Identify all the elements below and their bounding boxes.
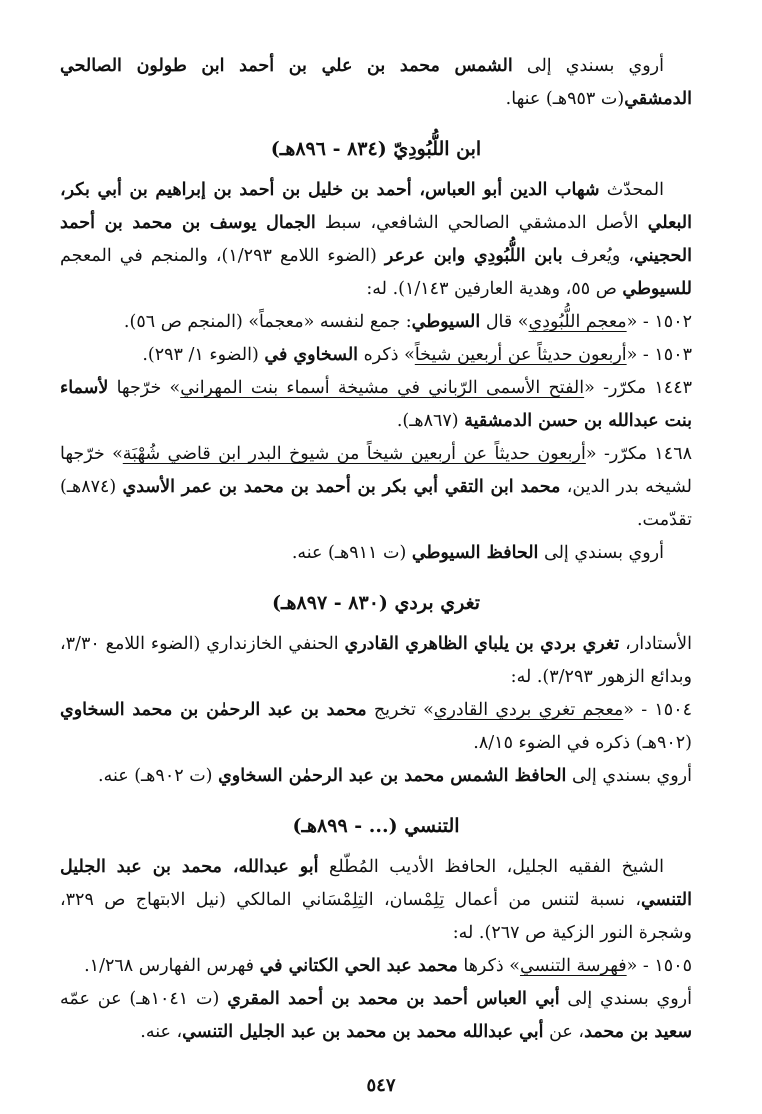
section-heading-al-tanasi: التنسي (... - ٨٩٩هـ) bbox=[292, 815, 460, 837]
chain-paragraph: أروي بسندي إلى الحافظ الشمس محمد بن عبد الرحمٰن السخاوي (ت ٩٠٢هـ) عنه. bbox=[98, 766, 692, 786]
section-heading-ibn-allubudi: ابن اللُّبُودِيّ (٨٣٤ - ٨٩٦هـ) bbox=[270, 138, 482, 160]
biography-paragraph: المحدّث شهاب الدين أبو العباس، أحمد بن خليل بن أحمد بن إبراهيم بن أبي بكر، البعلي الأصل الدمشقي الصالحي الشافعي، سبط الجمال يوسف بن محمد بن أحمد الحجيني، ويُعرف بابن اللُّبُودِي وابن عرعر (الضوء اللامع ١/٢٩٣)، والمنجم في المعجم للسيوطي ص ٥٥، وهدية العارفين ١/١٤٣). له: bbox=[60, 180, 692, 299]
entry-title: أربعون حديثاً عن أربعين شيخاً bbox=[414, 345, 627, 365]
entry-1468: ١٤٦٨ مكرّر- «أربعون حديثاً عن أربعين شيخاً من شيوخ البدر ابن قاضي شُهْبَة» خرّجها لشيخه بدر الدين، محمد ابن التقي أبي بكر بن أحمد بن محمد بن عمر الأسدي (٨٧٤هـ) تقدّمت. bbox=[60, 444, 693, 530]
biography-paragraph: الشيخ الفقيه الجليل، الحافظ الأديب المُطّلع أبو عبدالله، محمد بن عبد الجليل التنسي، نسبة لتنس من أعمال تِلِمْسان، التِلِمْسَاني المالكي (نيل الابتهاج ص ٣٢٩، وشجرة النور الزكية ص ٢٦٧). له: bbox=[60, 857, 692, 943]
entry-title: الفتح الأسمى الرّباني في مشيخة أسماء بنت المهراني bbox=[180, 378, 585, 398]
entry-1505: ١٥٠٥ - «فهرسة التنسي» ذكرها محمد عبد الحي الكتاني في فهرس الفهارس ١/٢٦٨. bbox=[84, 956, 692, 976]
chain-paragraph: أروي بسندي إلى أبي العباس أحمد بن محمد بن أحمد المقري (ت ١٠٤١هـ) عن عمّه سعيد بن محمد، عن أبي عبدالله محمد بن محمد بن عبد الجليل التنسي، عنه. bbox=[60, 989, 692, 1042]
entry-1502: ١٥٠٢ - «معجم اللُّبُودِي» قال السيوطي: جمع لنفسه «معجماً» (المنجم ص ٥٦). bbox=[123, 312, 692, 332]
entry-title: معجم اللُّبُودِي bbox=[528, 312, 627, 332]
intro-paragraph: أروي بسندي إلى الشمس محمد بن علي بن أحمد ابن طولون الصالحي الدمشقي(ت ٩٥٣هـ) عنها. bbox=[60, 56, 692, 109]
entry-1503: ١٥٠٣ - «أربعون حديثاً عن أربعين شيخاً» ذكره السخاوي في (الضوء ١/ ٢٩٣). bbox=[142, 345, 692, 365]
section-heading-taghri-birdi: تغري بردي (٨٣٠ - ٨٩٧هـ) bbox=[271, 592, 481, 614]
entry-title: أربعون حديثاً عن أربعين شيخاً من شيوخ البدر ابن قاضي شُهْبَة bbox=[122, 444, 586, 464]
chain-paragraph: أروي بسندي إلى الحافظ السيوطي (ت ٩١١هـ) عنه. bbox=[291, 543, 664, 563]
entry-1504: ١٥٠٤ - «معجم تغري بردي القادري» تخريج محمد بن عبد الرحمٰن بن محمد السخاوي (٩٠٢هـ) ذكره في الضوء ٨/١٥. bbox=[60, 700, 693, 753]
narrator-name: الشمس محمد بن علي بن أحمد ابن طولون الصالحي الدمشقي bbox=[60, 56, 692, 109]
entry-title: معجم تغري بردي القادري bbox=[433, 700, 624, 720]
page-number: ٥٤٧ bbox=[366, 1075, 396, 1096]
entry-1443: ١٤٤٣ مكرّر- «الفتح الأسمى الرّباني في مشيخة أسماء بنت المهراني» خرّجها لأسماء بنت عبدالله بن حسن الدمشقية (٨٦٧هـ). bbox=[60, 378, 692, 431]
biography-paragraph: الأستادار، تغري بردي بن يلباي الظاهري القادري الحنفي الخازنداري (الضوء اللامع ٣/٣٠، وبدائع الزهور ٣/٢٩٣). له: bbox=[60, 634, 692, 687]
entry-title: فهرسة التنسي bbox=[519, 956, 627, 976]
